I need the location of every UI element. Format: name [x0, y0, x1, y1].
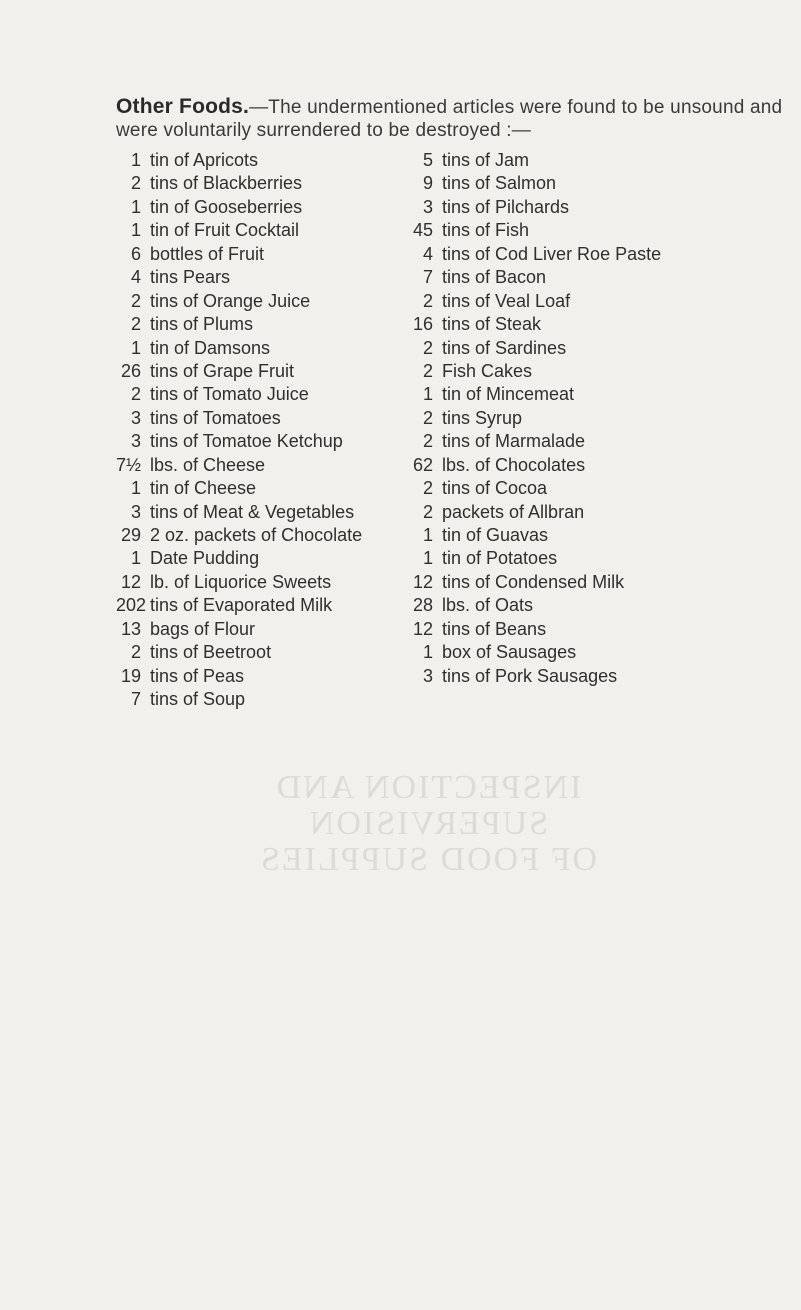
right-item-list — [412, 150, 797, 689]
item-quantity: 2 — [422, 431, 433, 452]
list-item — [116, 572, 406, 595]
item-quantity: 2 — [422, 337, 433, 358]
list-item — [412, 478, 797, 501]
item-quantity: 26 — [120, 360, 141, 381]
item-description: tins of Blackberries — [150, 173, 303, 194]
item-description: Fish Cakes — [442, 360, 533, 381]
list-item — [116, 291, 406, 314]
item-description: tins of Peas — [150, 665, 245, 686]
item-quantity: 29 — [120, 525, 141, 545]
item-quantity: 12 — [412, 618, 433, 639]
item-description: lbs. of Chocolates — [442, 454, 586, 475]
item-description: tins of Cod Liver Roe Paste — [442, 243, 662, 264]
list-item — [116, 338, 406, 361]
section-intro — [116, 95, 796, 142]
item-quantity: 3 — [130, 431, 141, 452]
item-quantity: 3 — [422, 665, 433, 686]
list-item — [412, 150, 797, 173]
list-item — [116, 595, 406, 618]
list-item — [412, 173, 797, 196]
item-quantity: 2 — [130, 290, 141, 311]
list-item — [412, 384, 797, 407]
item-quantity: 2 — [130, 384, 141, 405]
item-description: tins of Salmon — [442, 173, 557, 194]
list-item — [412, 572, 797, 595]
item-quantity: 62 — [412, 454, 433, 475]
list-item — [412, 642, 797, 665]
list-item — [116, 478, 406, 501]
bleed-through-text: INSPECTION AND SUPERVISION OF FOOD SUPPLIES — [258, 769, 598, 878]
item-description: tin of Guavas — [442, 525, 549, 545]
list-item — [412, 291, 797, 314]
item-description: tins of Pilchards — [442, 196, 570, 217]
list-item — [116, 244, 406, 267]
item-description: tins of Steak — [442, 314, 542, 335]
list-item — [116, 150, 406, 173]
item-quantity: 7 — [130, 689, 141, 710]
item-description: tins of Beans — [442, 618, 547, 639]
list-item — [412, 619, 797, 642]
list-item — [116, 642, 406, 665]
item-quantity: 2 — [130, 173, 141, 194]
item-description: tin of Gooseberries — [150, 196, 303, 217]
list-item — [116, 220, 406, 243]
item-description: tins of Veal Loaf — [442, 290, 571, 311]
item-description: tin of Apricots — [150, 150, 259, 170]
item-description: tin of Fruit Cocktail — [150, 220, 300, 241]
list-item — [116, 173, 406, 196]
item-description: tin of Cheese — [150, 478, 257, 499]
list-item — [116, 548, 406, 571]
item-quantity: 45 — [412, 220, 433, 241]
item-quantity: 2 — [422, 478, 433, 499]
section-intro-text: —The undermentioned articles were found to be unsound and were voluntarily surrendered to be destroyed :— — [116, 97, 783, 141]
list-item — [116, 361, 406, 384]
item-quantity: 1 — [130, 337, 141, 358]
item-description: tins of Soup — [150, 689, 246, 710]
list-item — [116, 384, 406, 407]
item-quantity: 1 — [422, 384, 433, 405]
item-description: tin of Potatoes — [442, 548, 558, 569]
item-quantity: 19 — [120, 665, 141, 686]
item-description: tins of Tomatoes — [150, 407, 281, 428]
item-quantity: 12 — [412, 571, 433, 592]
item-description: tins of Grape Fruit — [150, 360, 295, 381]
section-title: Other Foods. — [116, 95, 250, 118]
item-quantity: 2 — [422, 501, 433, 522]
item-quantity: 1 — [422, 525, 433, 545]
list-item — [116, 689, 406, 712]
item-quantity: 7 — [422, 267, 433, 288]
list-item — [412, 314, 797, 337]
list-item — [116, 408, 406, 431]
list-item — [412, 220, 797, 243]
item-quantity: 1 — [130, 220, 141, 241]
item-description: bags of Flour — [150, 618, 256, 639]
item-description: Date Pudding — [150, 548, 260, 569]
item-description: lbs. of Cheese — [150, 454, 266, 475]
item-quantity: 3 — [130, 501, 141, 522]
item-description: tin of Mincemeat — [442, 384, 575, 405]
item-description: tins of Fish — [442, 220, 530, 241]
item-quantity: 1 — [130, 150, 141, 170]
item-description: lb. of Liquorice Sweets — [150, 571, 332, 592]
list-item — [116, 314, 406, 337]
item-description: bottles of Fruit — [150, 243, 265, 264]
item-quantity: 2 — [422, 290, 433, 311]
item-description: box of Sausages — [442, 642, 577, 663]
list-item — [412, 197, 797, 220]
item-quantity: 1 — [130, 548, 141, 569]
item-quantity: 2 — [422, 407, 433, 428]
item-quantity: 6 — [130, 243, 141, 264]
item-quantity: 1 — [422, 548, 433, 569]
list-item — [116, 525, 406, 548]
list-item — [116, 666, 406, 689]
item-quantity: 9 — [422, 173, 433, 194]
list-item — [412, 548, 797, 571]
list-item — [412, 244, 797, 267]
item-quantity: 1 — [422, 642, 433, 663]
item-quantity: 12 — [120, 571, 141, 592]
item-description: tins of Plums — [150, 314, 254, 335]
item-quantity: 5 — [422, 150, 433, 170]
item-quantity: 16 — [412, 314, 433, 335]
item-description: tins of Marmalade — [442, 431, 586, 452]
list-item — [412, 338, 797, 361]
item-quantity: 4 — [130, 267, 141, 288]
item-quantity: 3 — [130, 407, 141, 428]
list-item — [412, 361, 797, 384]
item-description: tins Syrup — [442, 407, 523, 428]
item-quantity: 2 — [130, 314, 141, 335]
list-item — [412, 455, 797, 478]
item-quantity: 7½ — [116, 454, 142, 475]
item-description: tins of Condensed Milk — [442, 571, 625, 592]
item-description: 2 oz. packets of Chocolate — [150, 525, 363, 545]
list-item — [116, 619, 406, 642]
list-item — [116, 197, 406, 220]
item-description: packets of Allbran — [442, 501, 585, 522]
item-quantity: 202 — [116, 595, 147, 616]
list-item — [412, 431, 797, 454]
item-description: tins of Cocoa — [442, 478, 548, 499]
list-item — [412, 502, 797, 525]
item-description: tins of Tomatoe Ketchup — [150, 431, 343, 452]
list-item — [116, 267, 406, 290]
item-quantity: 4 — [422, 243, 433, 264]
item-description: tins of Tomato Juice — [150, 384, 309, 405]
list-item — [116, 431, 406, 454]
item-quantity: 13 — [120, 618, 141, 639]
item-quantity: 3 — [422, 196, 433, 217]
item-quantity: 28 — [412, 595, 433, 616]
item-quantity: 1 — [130, 196, 141, 217]
item-quantity: 2 — [130, 642, 141, 663]
item-description: tins of Orange Juice — [150, 290, 311, 311]
item-description: tins of Beetroot — [150, 642, 272, 663]
left-item-list — [116, 150, 406, 713]
item-description: tins of Meat & Vegetables — [150, 501, 355, 522]
list-item — [412, 525, 797, 548]
item-quantity: 2 — [422, 360, 433, 381]
list-item — [412, 666, 797, 689]
item-description: tins of Evaporated Milk — [150, 595, 333, 616]
item-quantity: 1 — [130, 478, 141, 499]
item-description: lbs. of Oats — [442, 595, 534, 616]
item-description: tins of Sardines — [442, 337, 567, 358]
item-description: tin of Damsons — [150, 337, 271, 358]
list-item — [412, 595, 797, 618]
list-item — [116, 502, 406, 525]
list-item — [116, 455, 406, 478]
list-item — [412, 267, 797, 290]
item-description: tins of Pork Sausages — [442, 665, 618, 686]
item-description: tins Pears — [150, 267, 231, 288]
list-item — [412, 408, 797, 431]
item-description: tins of Jam — [442, 150, 530, 170]
item-description: tins of Bacon — [442, 267, 547, 288]
